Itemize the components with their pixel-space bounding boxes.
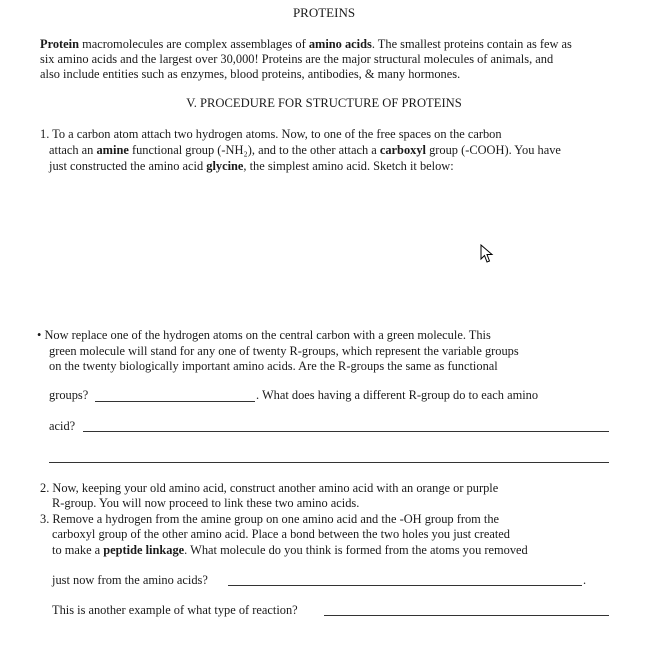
step3-text: . What molecule do you think is formed from the atoms you removed xyxy=(184,543,528,557)
bullet-line-2: green molecule will stand for any one of twenty R-groups, which represent the variable groups xyxy=(49,344,519,358)
page-title: PROTEINS xyxy=(292,5,356,20)
intro-line-1 xyxy=(40,37,572,52)
answer-line-groups[interactable] xyxy=(95,401,255,402)
bullet-line-3: on the twenty biologically important amino acids. Are the R-groups the same as functional xyxy=(49,359,498,373)
step1-bold-carboxyl: carboxyl xyxy=(379,143,426,157)
section-title: V. PROCEDURE FOR STRUCTURE OF PROTEINS xyxy=(186,96,462,110)
question-rgroup-text: . What does having a different R-group do to each amino xyxy=(256,388,539,402)
intro-text: macromolecules are complex assemblages of xyxy=(79,37,309,51)
question-reaction-label: This is another example of what type of reaction? xyxy=(52,603,298,617)
question-acid-label: acid? xyxy=(49,419,76,433)
step1-line-2 xyxy=(49,143,561,158)
mouse-pointer-icon xyxy=(480,244,494,264)
answer-line-acid[interactable] xyxy=(83,431,609,432)
step3-line-2: carboxyl group of the other amino acid. Place a bond between the two holes you just created xyxy=(52,527,510,541)
answer-line-reaction[interactable] xyxy=(324,615,609,616)
step1-line-3 xyxy=(49,159,454,174)
step1-bold-amine: amine xyxy=(96,143,129,157)
step2-line-1: 2. Now, keeping your old amino acid, construct another amino acid with an orange or purple xyxy=(40,481,499,495)
step1-text: just constructed the amino acid xyxy=(49,159,207,173)
step1-bold-glycine: glycine xyxy=(206,159,244,173)
step2-line-2: R-group. You will now proceed to link these two amino acids. xyxy=(52,496,360,510)
step1-line-1: 1. To a carbon atom attach two hydrogen atoms. Now, to one of the free spaces on the carbon xyxy=(40,127,502,141)
step3-text: to make a xyxy=(52,543,104,557)
bullet-line-1 xyxy=(37,328,491,343)
step3-line-1: 3. Remove a hydrogen from the amine group on one amino acid and the -OH group from the xyxy=(40,512,500,526)
step1-text: functional group (-NH₂), and to the other attach a xyxy=(128,143,380,157)
step3-bold-peptide-linkage: peptide linkage xyxy=(103,543,185,557)
bullet-text: Now replace one of the hydrogen atoms on the central carbon with a green molecule. This xyxy=(44,328,491,342)
answer-line-molecule[interactable] xyxy=(228,585,582,586)
step1-text: , the simplest amino acid. Sketch it below: xyxy=(243,159,454,173)
step3-line-3 xyxy=(52,543,528,558)
question-molecule-period: . xyxy=(583,573,587,587)
step1-text: attach an xyxy=(49,143,97,157)
intro-line-2: six amino acids and the largest over 30,000! Proteins are the major structural molecules of animals, and xyxy=(40,52,554,66)
bullet-symbol: • xyxy=(37,328,42,342)
step1-text: group (-COOH). You have xyxy=(425,143,561,157)
question-groups-label: groups? xyxy=(49,388,89,402)
intro-line-3: also include entities such as enzymes, blood proteins, antibodies, & many hormones. xyxy=(40,67,461,81)
intro-text: . The smallest proteins contain as few as xyxy=(371,37,572,51)
intro-bold-amino-acids: amino acids xyxy=(308,37,372,51)
question-molecule-label: just now from the amino acids? xyxy=(52,573,208,587)
answer-line-acid-extra[interactable] xyxy=(49,462,609,463)
intro-bold-protein: Protein xyxy=(40,37,79,51)
